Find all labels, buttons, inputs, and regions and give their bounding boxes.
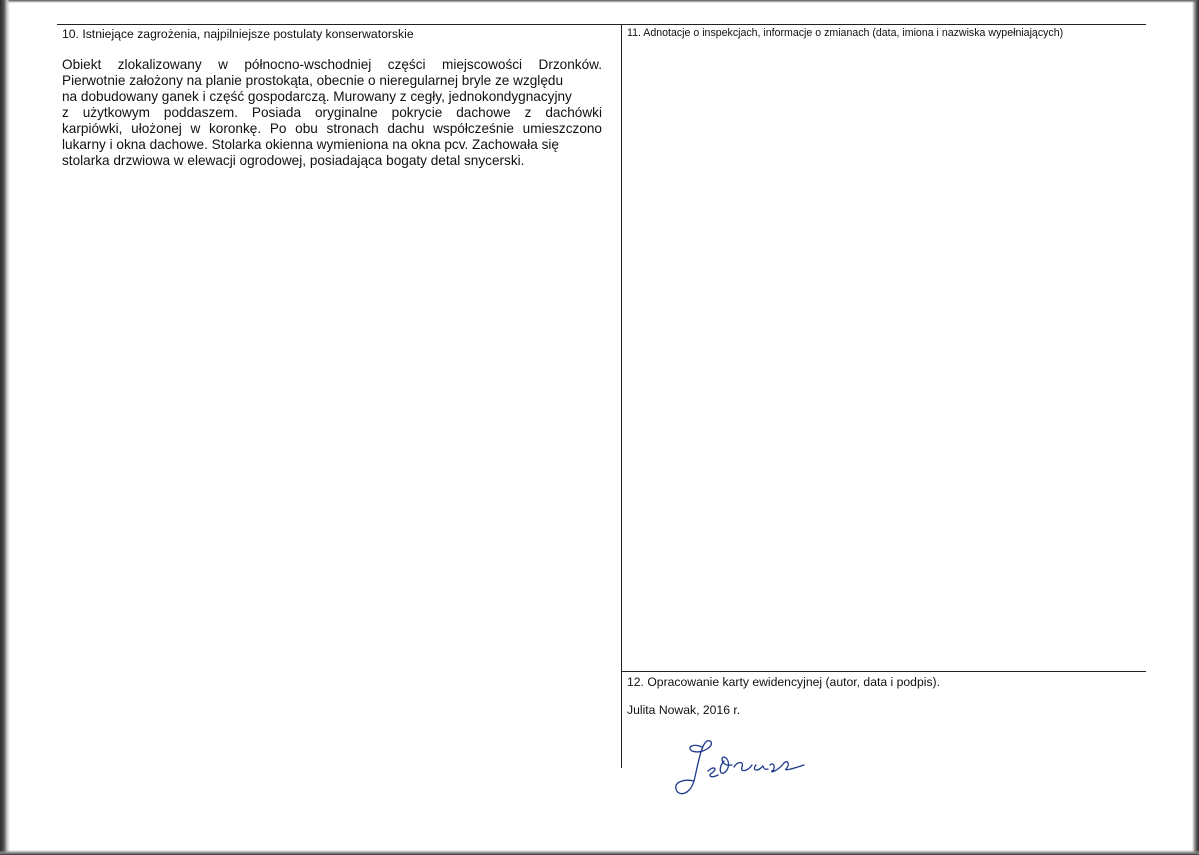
section12-title: 12. Opracowanie karty ewidencyjnej (autor, data i podpis).	[627, 675, 940, 689]
top-rule	[57, 24, 1146, 25]
section11-title: 11. Adnotacje o inspekcjach, informacje o zmianach (data, imiona i nazwiska wypełniających)	[627, 27, 1064, 39]
section10-line: Pierwotnie założony na planie prostokąta, obecnie o nieregularnej bryle ze względu	[62, 73, 564, 88]
section10-title: 10. Istniejące zagrożenia, najpilniejsze postulaty konserwatorskie	[62, 27, 414, 41]
section10-line: na dobudowany ganek i część gospodarczą. Murowany z cegły, jednokondygnacyjny	[62, 89, 572, 104]
section12-rule	[621, 671, 1146, 672]
signature	[672, 735, 822, 805]
column-divider	[621, 24, 622, 768]
section10-line: stolarka drzwiowa w elewacji ogrodowej, posiadająca bogaty detal snycerski.	[62, 153, 525, 168]
section10-line: karpiówki, ułożonej w koronkę. Po obu stronach dachu współcześnie umieszczono	[62, 121, 602, 136]
scan-edge-top	[0, 0, 1199, 3]
scan-edge-right	[1192, 0, 1199, 855]
section10-line: Obiekt zlokalizowany w północno-wschodniej części miejscowości Drzonków.	[62, 57, 602, 72]
section10-body	[62, 57, 602, 169]
scan-edge-left	[0, 0, 10, 855]
section10-line: lukarny i okna dachowe. Stolarka okienna wymieniona na okna pcv. Zachowała się	[62, 137, 559, 152]
author-line: Julita Nowak, 2016 r.	[627, 703, 741, 717]
section10-line: z użytkowym poddaszem. Posiada oryginalne pokrycie dachowe z dachówki	[62, 105, 602, 120]
scan-edge-bottom	[0, 850, 1199, 855]
